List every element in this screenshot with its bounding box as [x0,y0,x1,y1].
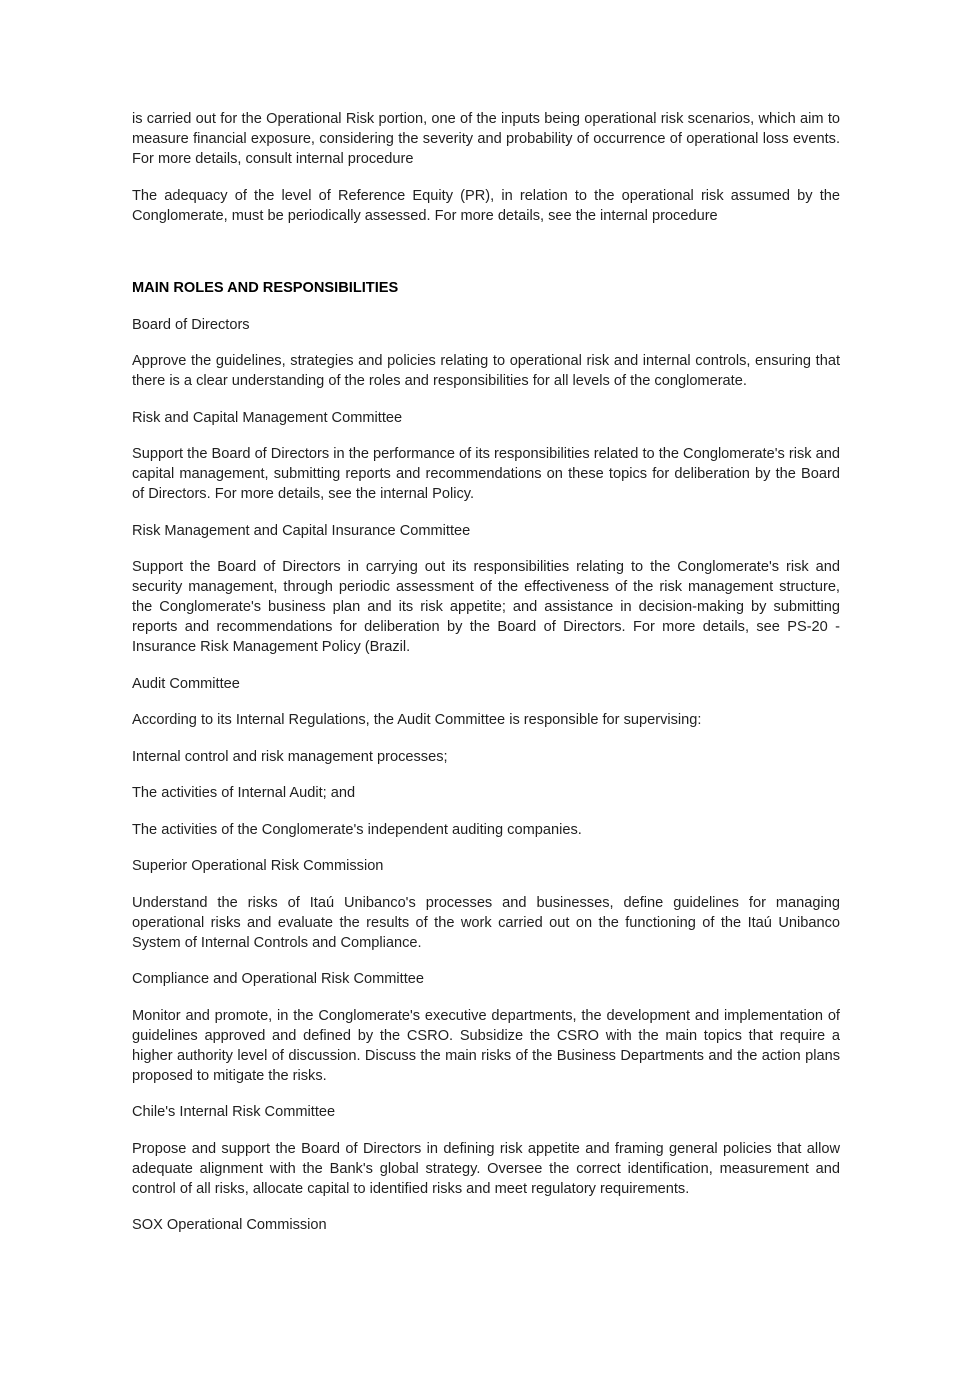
board-title: Board of Directors [132,316,250,333]
rcmc-text: Support the Board of Directors in the performance of its responsibilities related to the Conglomerate's risk and capital management, submitting reports and recommendations on these topics for deliberation by the Board of Directors. For more details, see the internal Policy. [132,446,840,502]
audit-text: According to its Internal Regulations, the Audit Committee is responsible for supervising: [132,712,702,728]
chile-title: Chile's Internal Risk Committee [132,1104,336,1120]
audit-item-3: The activities of the Conglomerate's independent auditing companies. [132,821,582,838]
corc-title: Compliance and Operational Risk Committee [132,971,425,987]
audit-title: Audit Committee [132,675,240,692]
intro-paragraph-1: is carried out for the Operational Risk portion, one of the inputs being operational risk scenarios, which aim to measure financial exposure, considering the severity and probability of occurrence of operational loss events. For more details, consult internal procedure [132,111,840,167]
document-page [132,109,840,1252]
rmcic-text: Support the Board of Directors in carrying out its responsibilities relating to the Conglomerate's risk and security management, through periodic assessment of the effectiveness of the risk management structure, the Conglomerate's business plan and its risk appetite; and assistance in decision-making by submitting reports and recommendations for deliberation by the Board of Directors. For more details, see PS-20 - Insurance Risk Management Policy (Brazil. [132,559,840,655]
rmcic-title: Risk Management and Capital Insurance Committee [132,522,471,539]
section-heading: MAIN ROLES AND RESPONSIBILITIES [132,280,399,296]
sorc-title: Superior Operational Risk Commission [132,858,384,874]
board-text: Approve the guidelines, strategies and policies relating to operational risk and internal controls, ensuring that there is a clear understanding of the roles and responsibilities for all levels of the conglomerate. [132,353,840,389]
sorc-text: Understand the risks of Itaú Unibanco's processes and businesses, define guidelines for managing operational risks and evaluate the results of the work carried out on the functioning of the Itaú Unibanco System of Internal Controls and Compliance. [132,894,840,951]
audit-item-2: The activities of Internal Audit; and [132,785,356,801]
rcmc-title: Risk and Capital Management Committee [132,409,403,426]
chile-text: Propose and support the Board of Directors in defining risk appetite and framing general policies that allow adequate alignment with the Bank's global strategy. Oversee the correct identification, measurement and control of all risks, allocate capital to identified risks and meet regulatory requirements. [132,1140,840,1197]
intro-paragraph-2: The adequacy of the level of Reference Equity (PR), in relation to the operational risk assumed by the Conglomerate, must be periodically assessed. For more details, see the internal procedure [132,187,840,224]
sox-title: SOX Operational Commission [132,1217,327,1233]
audit-item-1: Internal control and risk management processes; [132,748,448,765]
section-spacer [132,242,840,278]
corc-text: Monitor and promote, in the Conglomerate's executive departments, the development and implementation of guidelines approved and defined by the CSRO. Subsidize the CSRO with the main topics that require a higher authority level of discussion. Discuss the main risks of the Business Departments and the action plans proposed to mitigate the risks. [132,1007,840,1084]
